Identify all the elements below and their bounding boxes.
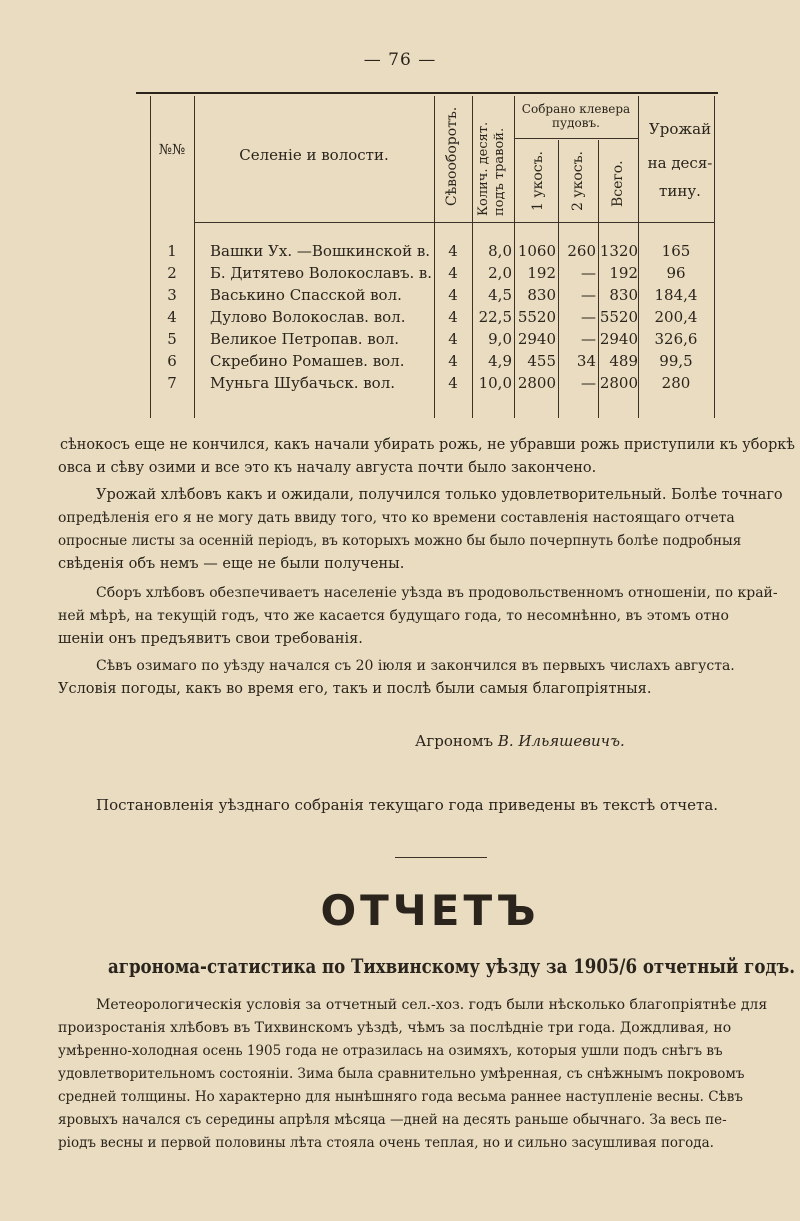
table-vline: [194, 96, 195, 418]
row-cut2: —: [581, 374, 596, 392]
row-rotation: 4: [448, 264, 458, 282]
row-rotation: 4: [448, 242, 458, 260]
row-cut1: 830: [527, 286, 556, 304]
row-village: Муньга Шубачьск. вол.: [210, 374, 396, 392]
row-area: 9,0: [488, 330, 512, 348]
row-num: 6: [167, 352, 177, 370]
page-number: — 76 —: [363, 50, 437, 70]
row-num: 4: [167, 308, 177, 326]
row-cut1: 2800: [517, 374, 556, 392]
row-total: 5520: [599, 308, 638, 326]
row-yield: 165: [661, 242, 691, 260]
row-num: 5: [167, 330, 177, 348]
header-num: №№: [158, 142, 186, 158]
row-village: Дулово Волокослав. вол.: [210, 308, 406, 326]
row-yield: 280: [661, 374, 691, 392]
row-total: 830: [609, 286, 638, 304]
header-cut2: 2 укосъ.: [570, 151, 586, 211]
row-cut1: 192: [527, 264, 556, 282]
paragraph-6-line-6: яровыхъ начался съ середины апрѣля мѣсяца —дней на десять раньше обычнаго. За весь пе-: [58, 1112, 727, 1128]
report-subtitle: агронома-статистика по Тихвинскому уѣзду за 1905/6 отчетный годъ.: [108, 955, 795, 978]
signature-role: Агрономъ: [415, 732, 494, 750]
row-rotation: 4: [448, 374, 458, 392]
row-total: 192: [609, 264, 638, 282]
paragraph-3-line-3: шеніи онъ предъявитъ свои требованія.: [58, 631, 363, 647]
row-area: 4,5: [488, 286, 512, 304]
row-village: Б. Дитятево Волокославъ. в.: [210, 264, 432, 282]
row-cut1: 5520: [517, 308, 556, 326]
header-cut1: 1 укосъ.: [530, 151, 546, 211]
header-rotation: Сѣвооборотъ.: [444, 106, 460, 206]
paragraph-3-line-1: Сборъ хлѣбовъ обезпечиваетъ населеніе уѣзда въ продовольственномъ отношеніи, по край-: [96, 585, 778, 601]
signature-name: В. Ильяшевичъ.: [497, 732, 625, 750]
header-yield-1: Урожай: [648, 120, 712, 138]
row-village: Скребино Ромашев. вол.: [210, 352, 405, 370]
paragraph-5: Постановленія уѣзднаго собранія текущаго года приведены въ текстѣ отчета.: [96, 796, 719, 814]
header-yield-3: тину.: [659, 182, 701, 200]
row-total: 1320: [599, 242, 638, 260]
report-title: ОТЧЕТЪ: [320, 886, 540, 935]
row-total: 489: [609, 352, 638, 370]
paragraph-6-line-1: Метеорологическія условія за отчетный сел.-хоз. годъ были нѣсколько благопріятнѣе для: [96, 997, 768, 1013]
paragraph-4-line-2: Условія погоды, какъ во время его, такъ и послѣ были самыя благопріятныя.: [58, 681, 652, 697]
table-vline: [714, 96, 715, 418]
row-num: 7: [167, 374, 177, 392]
header-area: Колич. десят. подъ травой.: [476, 121, 507, 216]
row-num: 1: [167, 242, 177, 260]
paragraph-3-line-2: ней мѣрѣ, на текущій годъ, что же касается будущаго года, то несомнѣнно, въ этомъ отно: [58, 608, 729, 624]
header-village: Селеніе и волости.: [239, 146, 389, 164]
row-total: 2800: [599, 374, 638, 392]
row-yield: 184,4: [654, 286, 698, 304]
paragraph-1-line-2: овса и сѣву озими и все это къ началу августа почти было закончено.: [58, 460, 597, 476]
header-yield-2: на деся-: [647, 154, 713, 172]
row-num: 2: [167, 264, 177, 282]
row-cut2: —: [581, 286, 596, 304]
row-cut2: 34: [576, 352, 596, 370]
paragraph-1-line-1: сѣнокосъ еще не кончился, какъ начали убирать рожь, не убравши рожь приступили къ уборкѣ: [60, 437, 795, 453]
row-num: 3: [167, 286, 177, 304]
header-total: Всего.: [610, 160, 626, 208]
paragraph-2-line-1: Урожай хлѣбовъ какъ и ожидали, получился только удовлетворительный. Болѣе точнаго: [96, 487, 783, 503]
row-cut1: 455: [527, 352, 556, 370]
data-table: [136, 92, 718, 422]
row-yield: 96: [666, 264, 686, 282]
section-divider: [395, 857, 487, 858]
paragraph-6-line-7: ріодъ весны и первой половины лѣта стояла очень теплая, но и сильно засушливая погода.: [58, 1135, 714, 1151]
paragraph-6-line-4: удовлетворительномъ состояніи. Зима была сравнительно умѣренная, съ снѣжнымъ покровомъ: [58, 1066, 745, 1082]
row-cut1: 2940: [517, 330, 556, 348]
row-yield: 200,4: [654, 308, 698, 326]
row-cut2: —: [581, 308, 596, 326]
row-area: 4,9: [488, 352, 512, 370]
paragraph-2-line-4: свѣденія объ немъ — еще не были получены.: [58, 556, 405, 572]
row-yield: 326,6: [654, 330, 698, 348]
row-rotation: 4: [448, 330, 458, 348]
table-hline: [514, 138, 638, 139]
row-rotation: 4: [448, 308, 458, 326]
paragraph-2-line-2: опредѣленія его я не могу дать ввиду того, что ко времени составленія настоящаго отчета: [58, 510, 735, 526]
row-rotation: 4: [448, 286, 458, 304]
row-area: 2,0: [488, 264, 512, 282]
paragraph-2-line-3: опросные листы за осенній періодъ, въ которыхъ можно бы было почерпнуть болѣе подробныя: [58, 533, 742, 549]
row-total: 2940: [599, 330, 638, 348]
signature: [415, 732, 625, 750]
paragraph-4-line-1: Сѣвъ озимаго по уѣзду начался съ 20 іюля и закончился въ первыхъ числахъ августа.: [96, 658, 735, 674]
row-rotation: 4: [448, 352, 458, 370]
row-village: Великое Петропав. вол.: [210, 330, 400, 348]
paragraph-6-line-2: произростанія хлѣбовъ въ Тихвинскомъ уѣздѣ, чѣмъ за послѣдніе три года. Дождливая, но: [58, 1020, 732, 1036]
row-area: 22,5: [478, 308, 512, 326]
row-cut2: 260: [567, 242, 596, 260]
row-cut2: —: [581, 330, 596, 348]
header-collected: Собрано клевера пудовъ.: [521, 102, 631, 130]
table-header-rule: [194, 222, 714, 223]
row-cut2: —: [581, 264, 596, 282]
row-area: 8,0: [488, 242, 512, 260]
row-village: Васькино Спасской вол.: [210, 286, 402, 304]
table-top-rule: [136, 92, 718, 94]
paragraph-6-line-5: средней толщины. Но характерно для нынѣшняго года весьма раннее наступленіе весны. Сѣвъ: [58, 1089, 743, 1105]
row-area: 10,0: [478, 374, 512, 392]
row-cut1: 1060: [517, 242, 556, 260]
row-yield: 99,5: [659, 352, 693, 370]
row-village: Вашки Ух. —Вошкинской в.: [210, 242, 431, 260]
paragraph-6-line-3: умѣренно-холодная осень 1905 года не отразилась на озимяхъ, которыя ушли подъ снѣгъ въ: [58, 1043, 723, 1059]
